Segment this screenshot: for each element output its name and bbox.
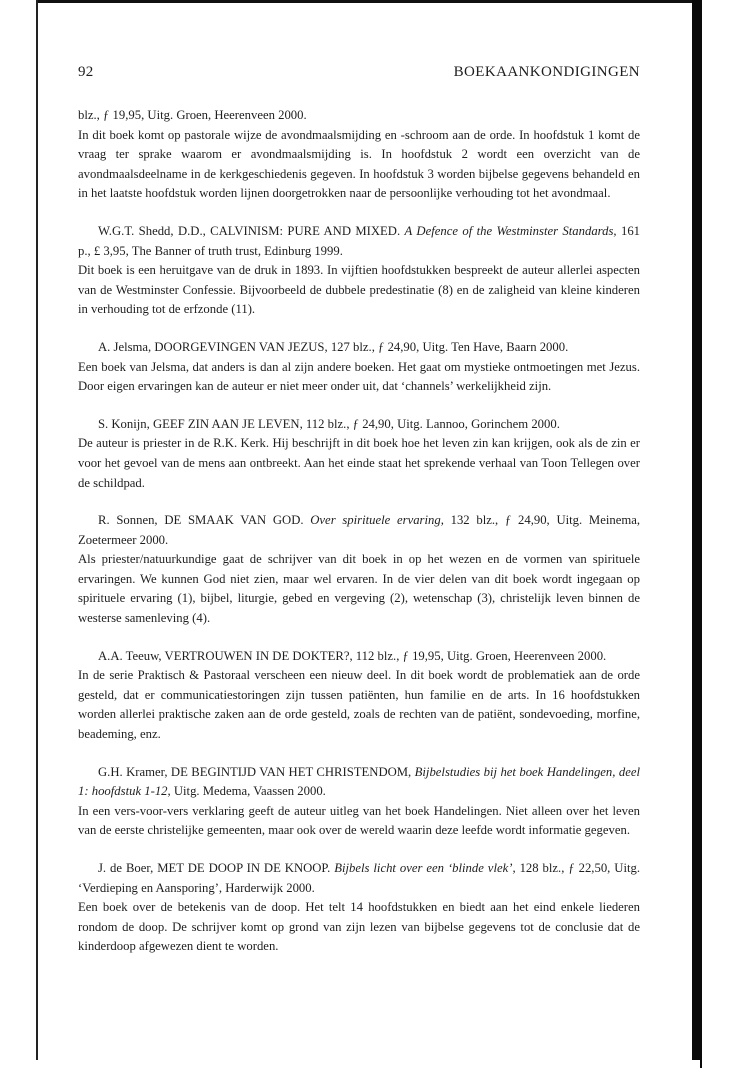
citation-subtitle: Bijbelstudies bij het boek Handelingen, deel 1: hoofdstuk 1-12, xyxy=(78,764,640,799)
entry-description: Een boek over de betekenis van de doop. Het telt 14 hoofdstukken en biedt aan het eind enkele liederen rondom de doop. De schrijver komt op grond van zijn lezen van bijbelse gegevens tot de conclusie dat de kinderdoop afgewezen dient te worden. xyxy=(78,900,640,954)
entry-description: In een vers-voor-vers verklaring geeft de auteur uitleg van het boek Handelingen. Niet alleen over het leven van de eerste christelijke gemeenten, maar ook over de wereld waarin deze leefde wordt informatie gegeven. xyxy=(78,803,640,838)
citation-tail: 132 blz., ƒ 24,90, Uitg. Meinema, Zoetermeer 2000. xyxy=(78,513,640,547)
page-number: 92 xyxy=(78,64,94,80)
entry-description: Dit boek is een heruitgave van de druk in 1893. In vijftien hoofdstukken bespreekt de auteur allerlei aspecten van de Westminster Confessie. Bijvoorbeeld de dubbele predestinatie (8) en de zaligheid van kleine kinderen in verhouding tot de erfzonde (11). xyxy=(78,263,640,317)
citation-lead: R. Sonnen, DE SMAAK VAN GOD. xyxy=(98,513,304,528)
continued-description: In dit boek komt op pastorale wijze de avondmaalsmijding en -schroom aan de orde. In hoofdstuk 1 komt de vraag ter sprake waarom er avondmaalsmijding is. In hoofdstuk 2 wordt een overzicht van de avondmaalsdeelname in de kerkgeschiedenis gegeven. In hoofdstuk 3 worden bijbelse gegevens behandeld en in het laatste hoofdstuk worden lijnen doorgetrokken naar de persoonlijke verhouding tot het avondmaal. xyxy=(78,127,640,201)
entry-description: Als priester/natuurkundige gaat de schrijver van dit boek in op het wezen en de vormen van spirituele ervaringen. We kunnen God niet zien, maar wel ervaren. In de vier delen van dit boek wordt ingegaan op spirituele ervaring (1), bijbel, liturgie, gebed en vergeving (2), wetenschap (3), christelijk leven binnen de westerse samenleving (4). xyxy=(78,552,640,626)
citation-lead: G.H. Kramer, DE BEGINTIJD VAN HET CHRISTENDOM, xyxy=(98,764,412,779)
citation-subtitle: A Defence of the Westminster Standards, xyxy=(404,223,617,238)
scan-edge-left xyxy=(36,0,38,1068)
scan-edge-bottom xyxy=(36,1060,700,1068)
entry-citation xyxy=(78,222,640,261)
entry-description: De auteur is priester in de R.K. Kerk. Hij beschrijft in dit boek hoe het leven zin kan krijgen, ook als de zin er voor het gevoel van de mens aan ontbreekt. Aan het einde staat het sprekende verhaal van Toon Tellegen over de schildpad. xyxy=(78,436,640,490)
citation-subtitle: Over spirituele ervaring, xyxy=(310,513,444,528)
scan-edge-top xyxy=(36,0,700,3)
citation-tail: 161 p., £ 3,95, The Banner of truth trust, Edinburg 1999. xyxy=(78,223,641,258)
citation-lead: A. Jelsma, DOORGEVINGEN VAN JEZUS, 127 blz., ƒ 24,90, Uitg. Ten Have, Baarn 2000. xyxy=(98,339,569,354)
entry-citation xyxy=(78,647,640,667)
scan-edge-right xyxy=(692,0,702,1068)
page-header xyxy=(78,64,640,84)
book-entry xyxy=(78,338,640,397)
continued-entry xyxy=(78,106,640,204)
book-entry xyxy=(78,511,640,629)
citation-subtitle: Bijbels licht over een ‘blinde vlek’, xyxy=(334,861,516,875)
book-entry xyxy=(78,222,640,320)
running-head: BOEKAANKONDIGINGEN xyxy=(453,64,640,80)
citation-lead: S. Konijn, GEEF ZIN AAN JE LEVEN, 112 blz., ƒ 24,90, Uitg. Lannoo, Gorinchem 2000. xyxy=(98,416,560,431)
entry-citation xyxy=(78,511,640,550)
page-content xyxy=(78,106,640,975)
citation-lead: J. de Boer, MET DE DOOP IN DE KNOOP. xyxy=(98,861,331,875)
entry-description: Een boek van Jelsma, dat anders is dan al zijn andere boeken. Het gaat om mystieke ontmoetingen met Jezus. Door eigen ervaringen kan de auteur er niet meer onder uit, dat ‘channels’ werkelijkheid zijn. xyxy=(78,359,640,394)
book-entry xyxy=(78,763,640,841)
entry-citation xyxy=(78,859,640,898)
entry-citation xyxy=(78,338,640,358)
entry-citation xyxy=(78,763,640,802)
citation-tail: 128 blz., ƒ 22,50, Uitg. ‘Verdieping en Aansporing’, Harderwijk 2000. xyxy=(78,861,641,895)
citation-lead: W.G.T. Shedd, D.D., CALVINISM: PURE AND MIXED. xyxy=(98,223,401,238)
book-entry xyxy=(78,859,640,957)
citation-tail: Uitg. Medema, Vaassen 2000. xyxy=(173,784,326,799)
citation-lead: A.A. Teeuw, VERTROUWEN IN DE DOKTER?, 112 blz., ƒ 19,95, Uitg. Groen, Heerenveen 2000. xyxy=(98,648,607,663)
entry-description: In de serie Praktisch & Pastoraal verscheen een nieuw deel. In dit boek wordt de problematiek aan de orde gesteld, dat er communicatiestoringen zijn tussen patiënten, hun familie en de arts. In 16 hoofdstukken worden allerlei praktische zaken aan de orde gesteld, zoals de rechten van de patiënt, sondevoeding, morfine, beademing, enz. xyxy=(78,668,640,742)
continued-citation: blz., ƒ 19,95, Uitg. Groen, Heerenveen 2000. xyxy=(78,108,307,122)
book-entry xyxy=(78,647,640,745)
entry-citation xyxy=(78,415,640,435)
book-entry xyxy=(78,415,640,493)
